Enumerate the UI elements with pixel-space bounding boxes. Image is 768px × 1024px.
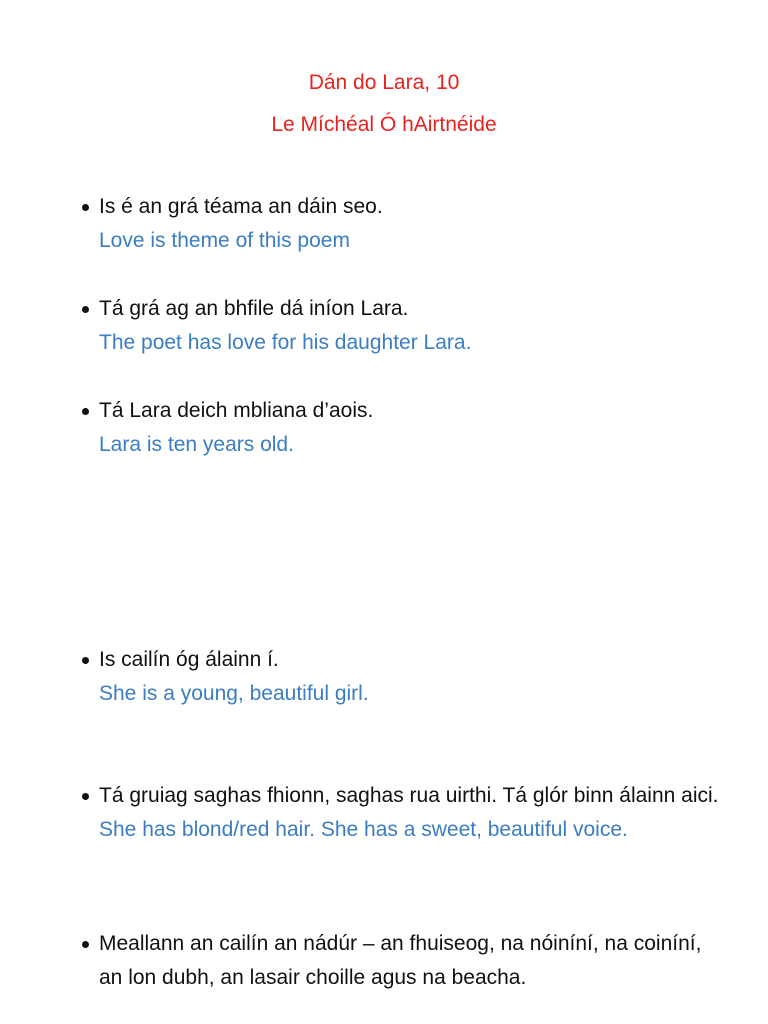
english-translation: She is a young, beautiful girl. — [99, 682, 369, 705]
irish-sentence: Tá grá ag an bhfile dá iníon Lara. — [82, 292, 722, 326]
list-item-1 — [82, 190, 722, 258]
list-item-2 — [82, 292, 722, 360]
irish-sentence: Meallann an cailín an nádúr – an fhuiseog, na nóiníní, na coiníní, an lon dubh, an lasair choille agus na beacha. — [82, 927, 722, 995]
english-translation: Lara is ten years old. — [99, 433, 294, 456]
english-translation: The poet has love for his daughter Lara. — [99, 331, 472, 354]
poem-title: Dán do Lara, 10 — [308, 71, 460, 94]
list-item-3 — [82, 394, 722, 462]
english-translation: Love is theme of this poem — [99, 229, 350, 252]
irish-sentence: Is cailín óg álainn í. — [82, 643, 722, 677]
irish-sentence: Tá gruiag saghas fhionn, saghas rua uirthi. Tá glór binn álainn aici. — [82, 779, 722, 813]
irish-sentence: Is é an grá téama an dáin seo. — [82, 190, 722, 224]
list-item-4 — [82, 643, 722, 711]
irish-sentence: Tá Lara deich mbliana d’aois. — [82, 394, 722, 428]
list-item-5 — [82, 779, 722, 847]
english-translation: She has blond/red hair. She has a sweet, beautiful voice. — [99, 818, 628, 841]
list-item-6 — [82, 927, 722, 995]
poem-author: Le Míchéal Ó hAirtnéide — [271, 113, 497, 136]
